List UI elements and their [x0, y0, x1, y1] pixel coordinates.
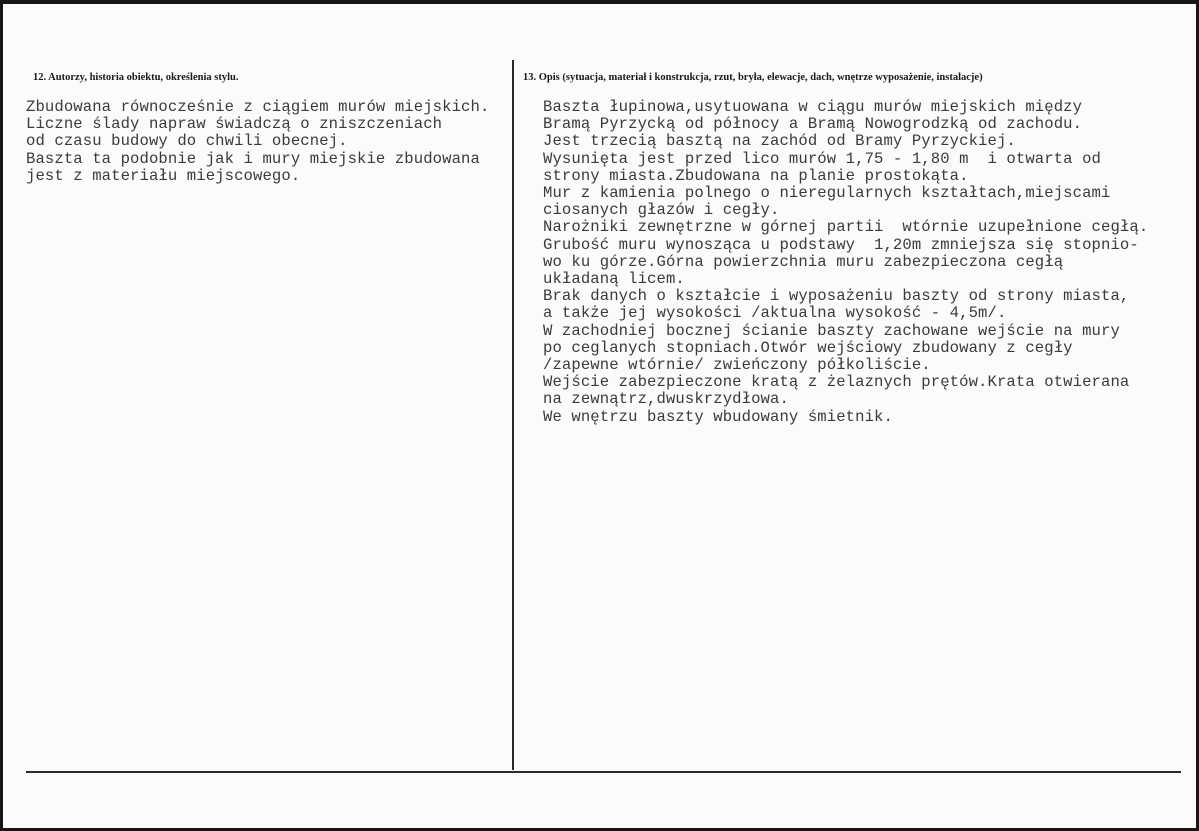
text-line: ciosanych głazów i cegły. — [543, 201, 780, 220]
text-line: We wnętrzu baszty wbudowany śmietnik. — [543, 407, 893, 426]
text-line: Wysunięta jest przed lico murów 1,75 - 1,80 m i otwarta od — [543, 149, 1102, 168]
text-line: a także jej wysokości /aktualna wysokość - 4,5m/. — [543, 304, 1007, 323]
document-sheet — [3, 4, 1196, 828]
text-line: Liczne ślady napraw świadczą o zniszczeniach — [26, 115, 443, 134]
text-line: strony miasta.Zbudowana na planie prostokąta. — [543, 166, 969, 185]
text-line: Bramą Pyrzycką od północy a Bramą Nowogrodzką od zachodu. — [543, 115, 1083, 134]
text-line: po ceglanych stopniach.Otwór wejściowy zbudowany z cegły — [543, 338, 1073, 357]
text-line: Baszta ta podobnie jak i mury miejskie zbudowana — [26, 149, 480, 168]
section-12-text — [26, 99, 489, 185]
text-line: układaną licem. — [543, 270, 685, 289]
section-12-heading: 12. Autorzy, historia obiektu, określenia stylu. — [33, 72, 239, 83]
text-line: Grubość muru wynosząca u podstawy 1,20m zmniejsza się stopnio- — [543, 235, 1139, 254]
text-line: /zapewne wtórnie/ zwieńczony półkoliście. — [543, 356, 931, 375]
text-line: Jest trzecią basztą na zachód od Bramy Pyrzyckiej. — [543, 132, 1016, 151]
bottom-rule — [26, 771, 1181, 773]
text-line: Baszta łupinowa,usytuowana w ciągu murów miejskich między — [543, 98, 1083, 116]
text-line: wo ku górze.Górna powierzchnia muru zabezpieczona cegłą — [543, 252, 1064, 271]
text-line: Brak danych o kształcie i wyposażeniu baszty od strony miasta, — [543, 287, 1130, 306]
text-line: na zewnątrz,dwuskrzydłowa. — [543, 390, 789, 409]
text-line: Wejście zabezpieczone kratą z żelaznych prętów.Krata otwierana — [543, 373, 1130, 392]
text-line: Zbudowana równocześnie z ciągiem murów miejskich. — [26, 98, 490, 116]
text-line: Mur z kamienia polnego o nieregularnych kształtach,miejscami — [543, 184, 1111, 203]
section-13-text — [543, 99, 1148, 426]
text-line: Narożniki zewnętrzne w górnej partii wtórnie uzupełnione cegłą. — [543, 218, 1149, 237]
text-line: od czasu budowy do chwili obecnej. — [26, 132, 348, 151]
text-line: W zachodniej bocznej ścianie baszty zachowane wejście na mury — [543, 321, 1120, 340]
text-line: jest z materiału miejscowego. — [26, 166, 301, 185]
column-divider — [512, 60, 514, 770]
section-13-heading: 13. Opis (sytuacja, materiał i konstrukcja, rzut, bryła, elewacje, dach, wnętrze wyposażenie, instalacje) — [523, 72, 983, 83]
